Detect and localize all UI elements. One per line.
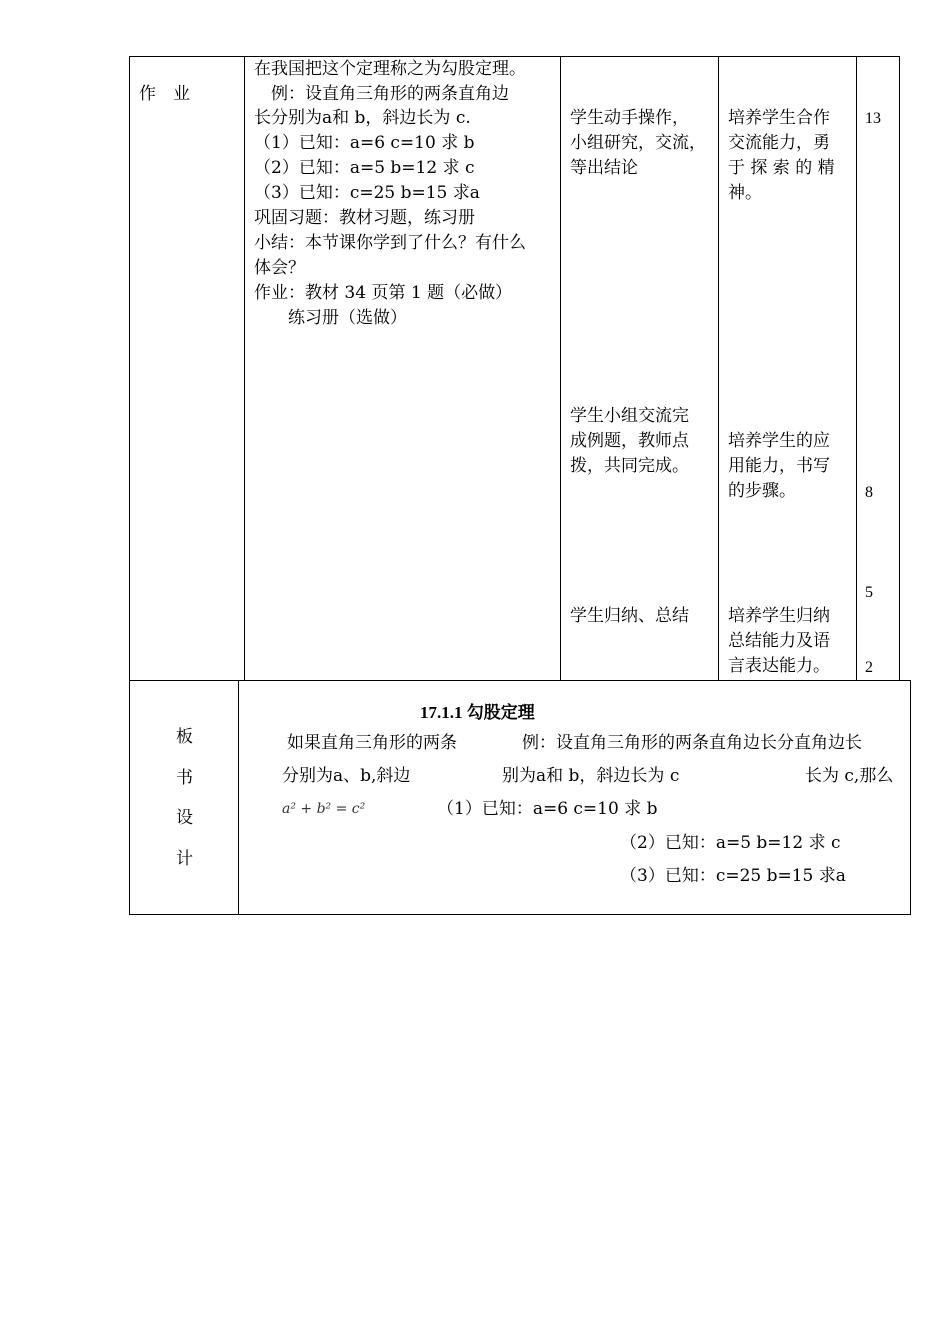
time-value: 8 [865,484,873,501]
board-left-border [129,680,130,915]
intent-line: 总结能力及语 [728,631,830,651]
board-label-char: 设 [176,808,193,828]
column-divider [244,56,245,680]
board-left-line: 如果直角三角形的两条 [287,733,457,753]
content-line: 例：设直角三角形的两条直角边 [254,84,509,104]
activity-line: 成例题，教师点 [570,431,689,451]
intent-line: 于 探 索 的 精 [728,158,835,178]
table-left-border [129,56,130,680]
pythagorean-formula: a² + b² = c² [282,801,366,817]
activity-line: 等出结论 [570,158,638,178]
board-label-char: 板 [176,727,193,747]
column-divider [718,56,719,680]
board-middle-line: 别为a和 b，斜边长为 c [502,766,680,786]
intent-line: 培养学生归纳 [728,606,830,626]
board-left-line: 分别为a、b,斜边 [282,766,411,786]
activity-line: 小组研究，交流， [570,133,706,153]
content-line: （2）已知：a=5 b=12 求 c [254,158,475,178]
board-top-border [129,680,910,681]
intent-line: 培养学生合作 [728,108,830,128]
intent-line: 神。 [728,183,762,203]
row-label: 作 业 [139,84,190,104]
time-value: 13 [865,110,881,127]
activity-line: 学生动手操作， [570,108,689,128]
board-middle-line: （1）已知：a=6 c=10 求 b [437,799,658,819]
activity-line: 学生归纳、总结 [570,606,689,626]
activity-line: 拨，共同完成。 [570,456,689,476]
board-right-border [910,680,911,915]
content-line: 在我国把这个定理称之为勾股定理。 [254,59,526,79]
board-label-char: 书 [176,768,193,788]
time-value: 2 [865,659,873,676]
content-line: 巩固习题：教材习题，练习册 [254,208,475,228]
board-divider [238,680,239,915]
time-value: 5 [865,584,873,601]
board-middle-line: 例：设直角三角形的两条直角边长分直角边长 [522,733,862,753]
board-title: 17.1.1 勾股定理 [420,703,535,722]
board-bottom-border [129,914,910,915]
board-right-line: 长为 c,那么 [805,766,894,786]
content-line: （1）已知：a=6 c=10 求 b [254,133,475,153]
content-line: 体会？ [254,258,305,278]
intent-line: 交流能力，勇 [728,133,830,153]
activity-line: 学生小组交流完 [570,406,689,426]
board-bottom-line: （3）已知：c=25 b=15 求a [620,866,846,886]
intent-line: 的步骤。 [728,481,796,501]
content-line: 小结：本节课你学到了什么？有什么 [254,233,526,253]
board-bottom-line: （2）已知：a=5 b=12 求 c [620,833,841,853]
content-line: 作业：教材 34 页第 1 题（必做） [254,283,513,303]
content-line: （3）已知：c=25 b=15 求a [254,183,480,203]
column-divider [560,56,561,680]
content-line: 长分别为a和 b，斜边长为 c. [254,108,471,128]
intent-line: 用能力，书写 [728,456,830,476]
intent-line: 言表达能力。 [728,656,830,676]
content-line: 练习册（选做） [254,308,407,328]
column-divider [856,56,857,680]
intent-line: 培养学生的应 [728,431,830,451]
table-right-border [899,56,900,680]
board-label-char: 计 [176,849,193,869]
